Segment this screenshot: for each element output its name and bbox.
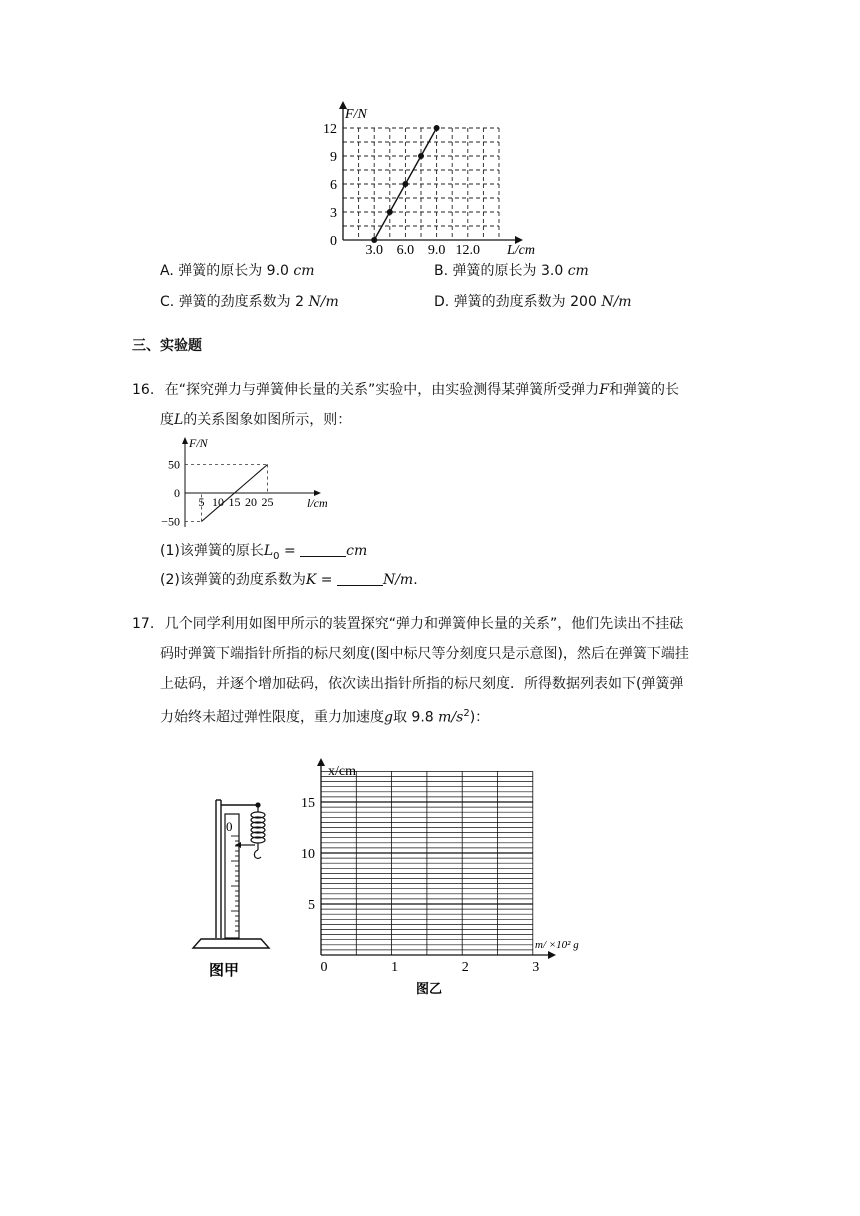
x-tick-label: 3 bbox=[532, 960, 540, 975]
y-axis-arrow bbox=[182, 437, 188, 444]
y-tick-labels bbox=[161, 458, 180, 529]
option-c[interactable] bbox=[160, 292, 339, 312]
q16-line-1: 16. 在“探究弹力与弹簧伸长量的关系”实验中，由实验测得某弹簧所受弹力F和弹簧的长 bbox=[132, 382, 679, 398]
option-b[interactable] bbox=[434, 261, 589, 281]
q16-line-2: 度L的关系图象如图所示，则： bbox=[160, 412, 352, 428]
ruler bbox=[225, 814, 239, 938]
x-tick-labels bbox=[321, 960, 540, 975]
x-tick-label: 0 bbox=[320, 960, 328, 975]
option-unit: cm bbox=[293, 263, 315, 279]
x-tick-label: 3.0 bbox=[365, 243, 383, 258]
x-tick-labels bbox=[365, 243, 480, 258]
option-text: 弹簧的原长为 3.0 bbox=[452, 263, 568, 279]
x-axis-label: l/cm bbox=[307, 496, 328, 510]
option-unit: N/m bbox=[601, 294, 632, 310]
x-tick-label: 25 bbox=[261, 495, 274, 509]
figure-f-l-linear bbox=[155, 435, 340, 533]
option-letter: D. bbox=[434, 294, 450, 310]
q17-line-4: 力始终未超过弹性限度，重力加速度g取 9.8 $m/s^2$)： bbox=[160, 708, 490, 726]
option-d[interactable] bbox=[434, 292, 632, 312]
section-title: 三、实验题 bbox=[132, 338, 202, 354]
data-point bbox=[402, 181, 408, 187]
q16-sub-1: (1)该弹簧的原长$L_0$ = cm bbox=[160, 543, 368, 562]
figure-caption: 图甲 bbox=[209, 963, 240, 979]
grid-lines bbox=[321, 771, 533, 955]
option-a[interactable] bbox=[160, 261, 315, 281]
option-text: 弹簧的劲度系数为 200 bbox=[453, 294, 602, 310]
option-text: 弹簧的原长为 9.0 bbox=[178, 263, 294, 279]
q17-line-2: 码时弹簧下端指针所指的标尺刻度(图中标尺等分刻度只是示意图)，然后在弹簧下端挂 bbox=[160, 646, 689, 662]
data-point bbox=[418, 153, 424, 159]
scale-zero-label: 0 bbox=[226, 819, 233, 834]
x-tick-label: 10 bbox=[212, 495, 224, 509]
x-tick-labels bbox=[199, 495, 274, 509]
y-tick-label: 12 bbox=[323, 122, 337, 137]
x-tick-label: 5 bbox=[198, 495, 205, 509]
option-unit: cm bbox=[567, 263, 589, 279]
y-tick-label: 3 bbox=[330, 206, 337, 221]
data-point bbox=[434, 125, 440, 131]
q17-line-1: 17. 几个同学利用如图甲所示的装置探究“弹力和弹簧伸长量的关系”，他们先读出不挂砝 bbox=[132, 616, 684, 632]
ruler-ticks bbox=[231, 836, 239, 931]
question-number: 17. bbox=[132, 616, 155, 632]
y-axis-label: F/N bbox=[345, 107, 367, 122]
y-tick-labels bbox=[323, 122, 337, 249]
y-tick-label: 0 bbox=[330, 234, 337, 249]
x-tick-label: 6.0 bbox=[396, 243, 415, 258]
grid-lines bbox=[343, 128, 499, 240]
figure-f-l-graph bbox=[305, 100, 555, 260]
x-axis-arrow bbox=[548, 951, 556, 959]
q17-line-3: 上砝码，并逐个增加砝码，依次读出指针所指的标尺刻度．所得数据列表如下(弹簧弹 bbox=[160, 676, 684, 692]
option-text: 弹簧的劲度系数为 2 bbox=[178, 294, 309, 310]
data-point bbox=[387, 209, 393, 215]
option-unit: N/m bbox=[308, 294, 339, 310]
y-axis-label: F/N bbox=[189, 436, 208, 450]
figure-apparatus bbox=[185, 790, 285, 980]
answer-blank-1[interactable] bbox=[300, 542, 346, 557]
x-axis-label: L/cm bbox=[507, 243, 535, 258]
answer-blank-2[interactable] bbox=[337, 571, 383, 586]
figure-empty-grid bbox=[290, 755, 600, 1005]
x-tick-label: 15 bbox=[228, 495, 241, 509]
option-letter: B. bbox=[434, 263, 449, 279]
y-axis-arrow bbox=[317, 758, 325, 766]
x-axis-label: m/ ×10² g bbox=[535, 939, 579, 951]
data-point bbox=[371, 237, 377, 243]
y-tick-label: 0 bbox=[174, 486, 180, 500]
y-tick-label: 15 bbox=[301, 796, 315, 811]
y-tick-label: 5 bbox=[308, 898, 315, 913]
y-tick-label: 9 bbox=[330, 150, 337, 165]
option-letter: A. bbox=[160, 263, 174, 279]
x-tick-label: 2 bbox=[461, 960, 469, 975]
figure-caption: 图乙 bbox=[416, 981, 443, 996]
x-tick-label: 1 bbox=[391, 960, 399, 975]
y-tick-labels bbox=[301, 796, 315, 913]
y-tick-label: −50 bbox=[161, 514, 180, 529]
y-tick-label: 10 bbox=[301, 847, 315, 862]
x-tick-label: 12.0 bbox=[455, 243, 481, 258]
x-tick-label: 9.0 bbox=[427, 243, 446, 258]
question-number: 16. bbox=[132, 382, 155, 398]
y-axis-label: x/cm bbox=[328, 764, 356, 779]
y-tick-label: 6 bbox=[330, 178, 337, 193]
option-letter: C. bbox=[160, 294, 175, 310]
y-tick-label: 50 bbox=[168, 457, 180, 472]
q16-sub-2: (2)该弹簧的劲度系数为K = N/m. bbox=[160, 572, 418, 588]
pointer-arrow-icon bbox=[235, 842, 255, 848]
x-tick-label: 20 bbox=[245, 495, 257, 509]
spring-icon bbox=[251, 805, 265, 859]
